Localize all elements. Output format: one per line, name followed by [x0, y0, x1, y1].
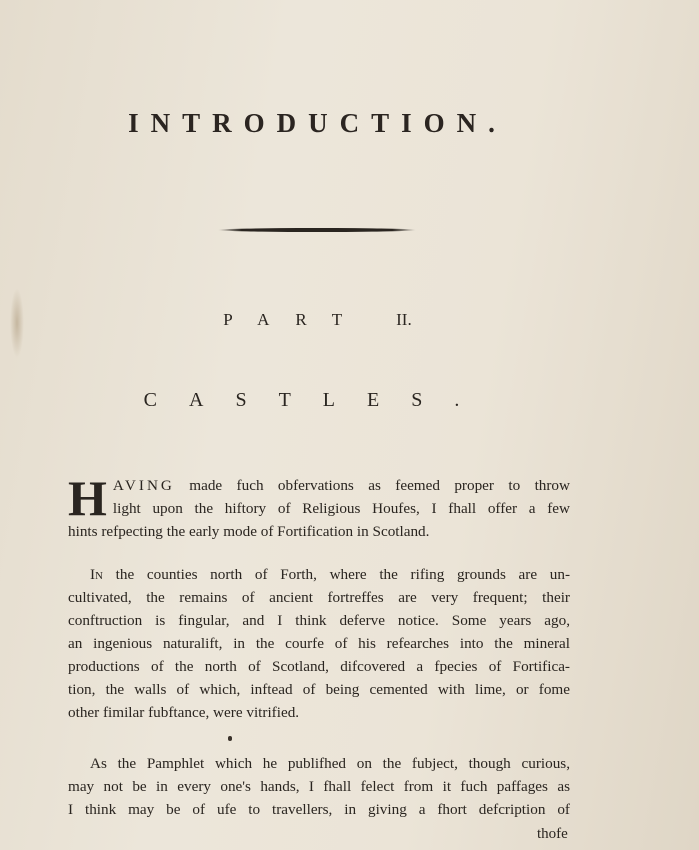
- part-heading: [0, 310, 635, 330]
- paragraph-2: [68, 563, 570, 724]
- lead-word: In: [90, 566, 104, 583]
- text-line: In the counties north of Forth, where the rifing grounds are un-: [90, 566, 570, 583]
- page-title: INTRODUCTION.: [128, 108, 507, 138]
- text-line: I think may be of ufe to travellers, in giving a fhort defcription of: [68, 801, 570, 818]
- catchword: thofe: [537, 826, 568, 842]
- paragraph-3: [68, 752, 570, 821]
- text-line: conftruction is fingular, and I think deferve notice. Some years ago,: [68, 612, 570, 629]
- section-heading: CASTLES.: [143, 389, 492, 411]
- paragraph-1: [68, 470, 570, 543]
- text-line: may not be in every one's hands, I fhall felect from it fuch paffages as: [68, 778, 570, 795]
- text-line: cultivated, the remains of ancient fortreffes are very frequent; their: [68, 589, 570, 606]
- part-label: PART: [223, 310, 369, 329]
- text-line: other fimilar fubftance, were vitrified.: [68, 704, 300, 721]
- ink-speck: [228, 736, 232, 741]
- ornamental-rule: [218, 228, 416, 232]
- text-line: tion, the walls of which, inftead of being cemented with lime, or fome: [68, 681, 570, 698]
- text-line: As the Pamphlet which he publifhed on the fubject, though curious,: [90, 755, 570, 772]
- text-line: AVING made fuch obfervations as feemed proper to throw: [112, 477, 570, 494]
- text-line: hints refpecting the early mode of Fortification in Scotland.: [68, 523, 430, 540]
- drop-capital: H: [68, 470, 107, 526]
- text-line: light upon the hiftory of Religious Houfes, I fhall offer a few: [112, 500, 570, 517]
- text-line: an ingenious naturalift, in the courfe of his refearches into the mineral: [68, 635, 570, 652]
- text-line: productions of the north of Scotland, difcovered a fpecies of Fortifica-: [68, 658, 570, 675]
- lead-word: AVING: [112, 477, 175, 494]
- part-number: II.: [396, 310, 412, 329]
